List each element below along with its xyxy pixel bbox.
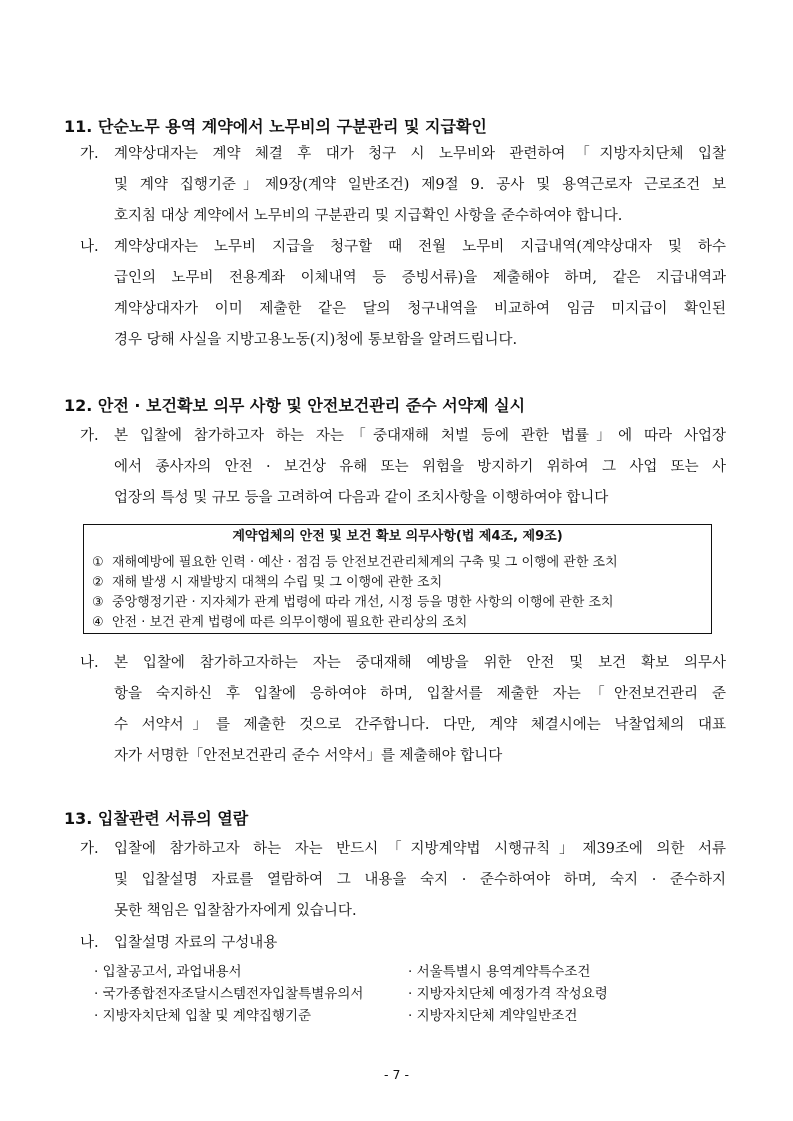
paragraph-line: 계약상대자가 이미 제출한 같은 달의 청구내역을 비교하여 임금 미지급이 확인된 [114, 301, 726, 317]
paragraph-line: 본 입찰에 참가하고자 하는 자는「중대재해 처벌 등에 관한 법률」에 따라 사업장 [114, 428, 726, 444]
section-12-title: 12. 안전 · 보건확보 의무 사항 및 안전보건관리 준수 서약제 실시 [64, 396, 526, 415]
box-row-text: 재해예방에 필요한 인력 · 예산 · 점검 등 안전보건관리체계의 구축 및 그 이행에 관한 조치 [112, 555, 618, 570]
materials-list-item: · 지방자치단체 예정가격 작성요령 [408, 986, 608, 1002]
materials-list-item: · 서울특별시 용역계약특수조건 [408, 964, 591, 980]
item-marker: 가. [80, 428, 99, 444]
paragraph-line: 본 입찰에 참가하고자하는 자는 중대재해 예방을 위한 안전 및 보건 확보 의무사 [114, 655, 726, 671]
paragraph-line: 자가 서명한「안전보건관리 준수 서약서」를 제출해야 합니다 [114, 748, 503, 764]
paragraph-line: 입찰에 참가하고자 하는 자는 반드시「지방계약법 시행규칙」제39조에 의한 서류 [114, 841, 726, 857]
paragraph-line: 및 입찰설명 자료를 열람하여 그 내용을 숙지 · 준수하여야 하며, 숙지 · 준수하지 [114, 872, 726, 888]
item-marker: 나. [80, 935, 99, 951]
paragraph-line: 계약상대자는 노무비 지급을 청구할 때 전월 노무비 지급내역(계약상대자 및 하수 [114, 239, 726, 255]
box-row [92, 573, 704, 593]
paragraph-line: 못한 책임은 입찰참가자에게 있습니다. [114, 903, 357, 919]
paragraph-line: 업장의 특성 및 규모 등을 고려하여 다음과 같이 조치사항을 이행하여야 합니다 [114, 490, 609, 506]
box-title: 계약업체의 안전 및 보건 확보 의무사항(법 제4조, 제9조) [232, 529, 563, 544]
item-marker: 가. [80, 841, 99, 857]
paragraph-line: 수 서약서」를 제출한 것으로 간주합니다. 다만, 계약 체결시에는 낙찰업체의 대표 [114, 717, 726, 733]
materials-list-item: · 지방자치단체 입찰 및 계약집행기준 [94, 1008, 312, 1024]
circled-number: ② [92, 575, 104, 590]
box-row-text: 중앙행정기관 · 지자체가 관계 법령에 따라 개선, 시정 등을 명한 사항의 이행에 관한 조치 [112, 595, 614, 610]
circled-number: ④ [92, 615, 104, 630]
paragraph-line: 계약상대자는 계약 체결 후 대가 청구 시 노무비와 관련하여「지방자치단체 입찰 [114, 146, 726, 162]
paragraph-line: 입찰설명 자료의 구성내용 [114, 935, 278, 951]
paragraph-line: 에서 종사자의 안전 · 보건상 유해 또는 위험을 방지하기 위하여 그 사업 또는 사 [114, 459, 726, 475]
paragraph-line: 경우 당해 사실을 지방고용노동(지)청에 통보함을 알려드립니다. [114, 332, 518, 348]
section-13-title: 13. 입찰관련 서류의 열람 [64, 809, 249, 828]
box-row [92, 553, 704, 573]
section-11-title: 11. 단순노무 용역 계약에서 노무비의 구분관리 및 지급확인 [64, 117, 487, 136]
circled-number: ③ [92, 595, 104, 610]
paragraph-line: 항을 숙지하신 후 입찰에 응하여야 하며, 입찰서를 제출한 자는「안전보건관리 준 [114, 686, 726, 702]
box-row-text: 재해 발생 시 재발방지 대책의 수립 및 그 이행에 관한 조치 [112, 575, 443, 590]
materials-list-item: · 국가종합전자조달시스템전자입찰특별유의서 [94, 986, 364, 1002]
safety-obligations-box [83, 524, 712, 634]
item-marker: 나. [80, 655, 99, 671]
box-row [92, 613, 704, 633]
materials-list-item: · 입찰공고서, 과업내용서 [94, 964, 242, 980]
paragraph-line: 및 계약 집행기준」제9장(계약 일반조건) 제9절 9. 공사 및 용역근로자 근로조건 보 [114, 177, 726, 193]
paragraph-line: 호지침 대상 계약에서 노무비의 구분관리 및 지급확인 사항을 준수하여야 합니다. [114, 208, 623, 224]
item-marker: 가. [80, 146, 99, 162]
circled-number: ① [92, 555, 104, 570]
box-row [92, 593, 704, 613]
box-row-text: 안전 · 보건 관계 법령에 따른 의무이행에 필요한 관리상의 조치 [112, 615, 468, 630]
paragraph-line: 급인의 노무비 전용계좌 이체내역 등 증빙서류)을 제출해야 하며, 같은 지급내역과 [114, 270, 726, 286]
materials-list-item: · 지방자치단체 계약일반조건 [408, 1008, 578, 1024]
page-number: - 7 - [384, 1067, 409, 1082]
item-marker: 나. [80, 239, 99, 255]
